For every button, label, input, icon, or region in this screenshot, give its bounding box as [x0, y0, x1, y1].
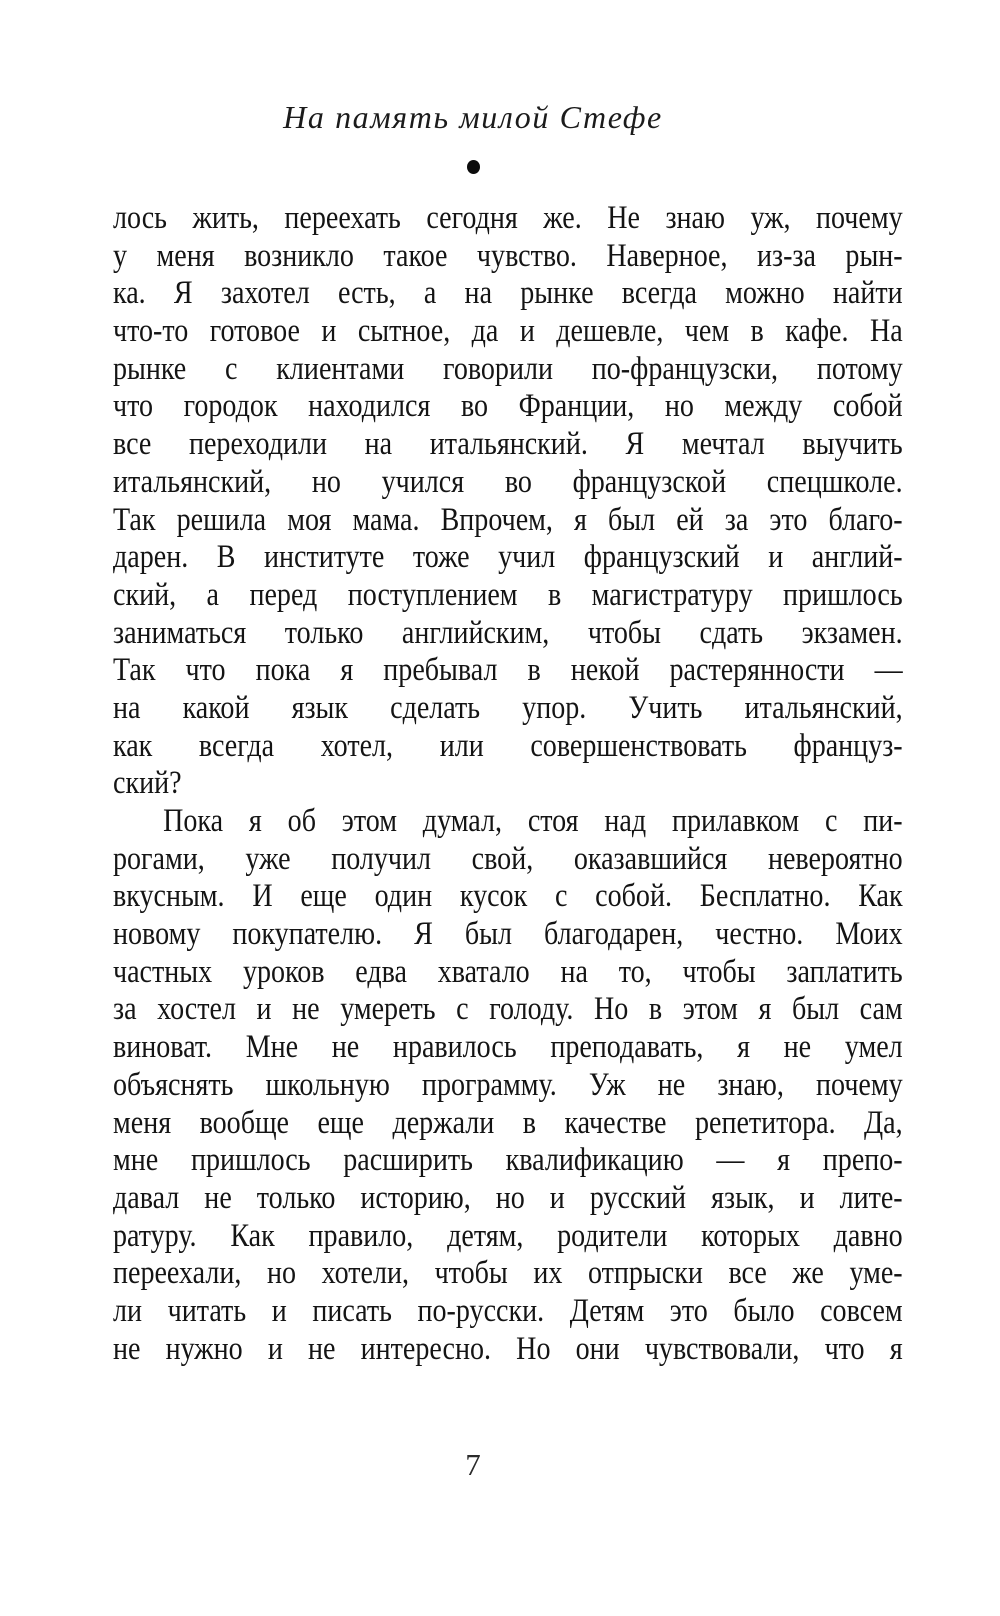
text-line: мне пришлось расширить квалификацию — я препо-	[113, 1142, 903, 1179]
page-number: 7	[465, 1447, 481, 1482]
section-divider-dot-icon	[467, 160, 480, 174]
text-line: новому покупателю. Я был благодарен, честно. Моих	[113, 916, 903, 953]
text-line: давал не только историю, но и русский язык, и лите-	[113, 1179, 903, 1216]
text-line: рогами, уже получил свой, оказавшийся невероятно	[113, 840, 903, 877]
text-line: объяснять школьную программу. Уж не знаю, почему	[113, 1066, 903, 1103]
text-line: переехали, но хотели, чтобы их отпрыски все же уме-	[113, 1255, 903, 1292]
text-line: ли читать и писать по-русски. Детям это было совсем	[113, 1292, 903, 1329]
text-line: ский, а перед поступлением в магистратуру пришлось	[113, 576, 903, 613]
text-line: что-то готовое и сытное, да и дешевле, чем в кафе. На	[113, 313, 903, 350]
text-line: Пока я об этом думал, стоя над прилавком с пи-	[163, 803, 903, 839]
text-line: заниматься только английским, чтобы сдать экзамен.	[113, 614, 903, 651]
body-text	[113, 200, 903, 1368]
text-line: вкусным. И еще один кусок с собой. Бесплатно. Как	[113, 878, 903, 915]
text-line: у меня возникло такое чувство. Наверное, из-за рын-	[113, 237, 903, 274]
text-line: все переходили на итальянский. Я мечтал выучить	[113, 426, 903, 463]
text-line: дарен. В институте тоже учил французский и англий-	[113, 539, 903, 576]
text-line: что городок находился во Франции, но между собой	[113, 388, 903, 425]
text-line: Так что пока я пребывал в некой растерянности —	[113, 652, 903, 689]
ornament-row	[0, 160, 946, 174]
text-line: виноват. Мне не нравилось преподавать, я не умел	[113, 1029, 903, 1066]
text-line: ратуру. Как правило, детям, родители которых давно	[113, 1217, 903, 1254]
text-line: ский?	[113, 765, 182, 802]
text-line: как всегда хотел, или совершенствовать француз-	[113, 727, 903, 764]
text-line: итальянский, но учился во французской спецшколе.	[113, 463, 903, 500]
text-line: Так решила моя мама. Впрочем, я был ей за это благо-	[113, 501, 903, 538]
text-line: меня вообще еще держали в качестве репетитора. Да,	[113, 1104, 903, 1141]
dedication-text: На память милой Стефе	[283, 99, 663, 135]
text-line: на какой язык сделать упор. Учить итальянский,	[113, 689, 903, 726]
text-line: за хостел и не умереть с голоду. Но в этом я был сам	[113, 991, 903, 1028]
text-line: частных уроков едва хватало на то, чтобы заплатить	[113, 953, 903, 990]
text-line: ка. Я захотел есть, а на рынке всегда можно найти	[113, 275, 903, 312]
text-line: лось жить, переехать сегодня же. Не знаю уж, почему	[113, 200, 903, 236]
text-line: рынке с клиентами говорили по-французски, потому	[113, 350, 903, 387]
text-line: не нужно и не интересно. Но они чувствовали, что я	[113, 1330, 903, 1367]
